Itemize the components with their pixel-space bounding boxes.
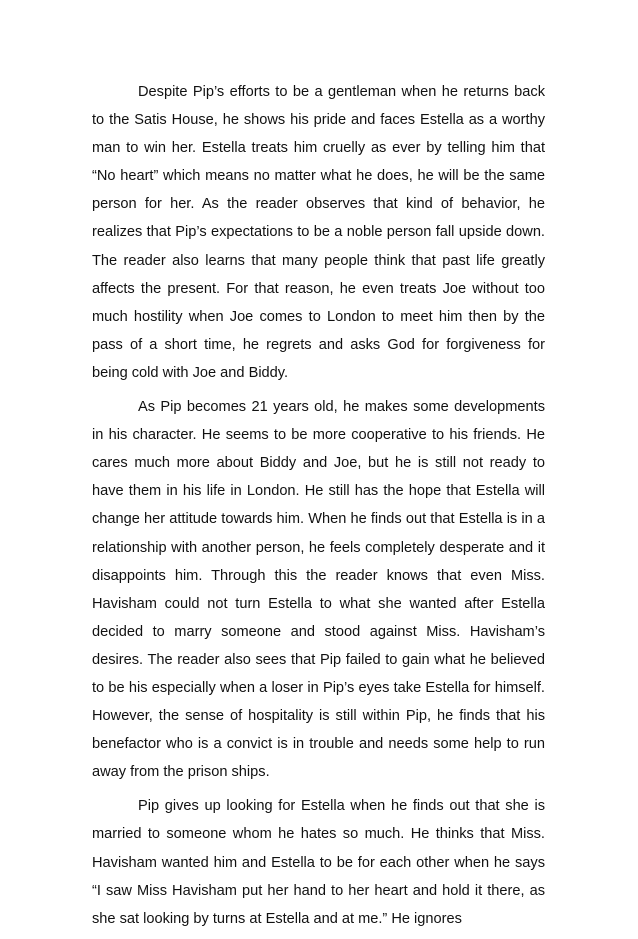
paragraph-3: Pip gives up looking for Estella when he finds out that she is married to someone whom he hates so much. He thinks that Miss. Havisham wanted him and Estella to be for each other when he says “I saw Miss Havisham put her hand to her heart and hold it there, as she sat looking by turns at Estella and at me.” He ignores xyxy=(92,798,545,927)
paragraph-2: As Pip becomes 21 years old, he makes some developments in his character. He seems to be more cooperative to his friends. He cares much more about Biddy and Joe, but he is still not ready to have them in his life in London. He still has the hope that Estella will change her attitude towards him. When he finds out that Estella is in a relationship with another person, he feels completely desperate and it disappoints him. Through this the reader knows that even Miss. Havisham could not turn Estella to what she wanted after Estella decided to marry someone and stood against Miss. Havisham’s desires. The reader also sees that Pip failed to gain what he believed to be his especially when a loser in Pip’s eyes take Estella for himself. However, the sense of hospitality is still within Pip, he finds that his benefactor who is a convict is in trouble and needs some help to run away from the prison ships. xyxy=(92,399,545,781)
document-body xyxy=(92,78,545,939)
paragraph-1: Despite Pip’s efforts to be a gentleman when he returns back to the Satis House, he shows his pride and faces Estella as a worthy man to win her. Estella treats him cruelly as ever by telling him that “No heart” which means no matter what he does, he will be the same person for her. As the reader observes that kind of behavior, he realizes that Pip’s expectations to be a noble person fall upside down. The reader also learns that many people think that past life greatly affects the present. For that reason, he even treats Joe without too much hostility when Joe comes to London to meet him then by the pass of a short time, he regrets and asks God for forgiveness for being cold with Joe and Biddy. xyxy=(92,84,545,381)
